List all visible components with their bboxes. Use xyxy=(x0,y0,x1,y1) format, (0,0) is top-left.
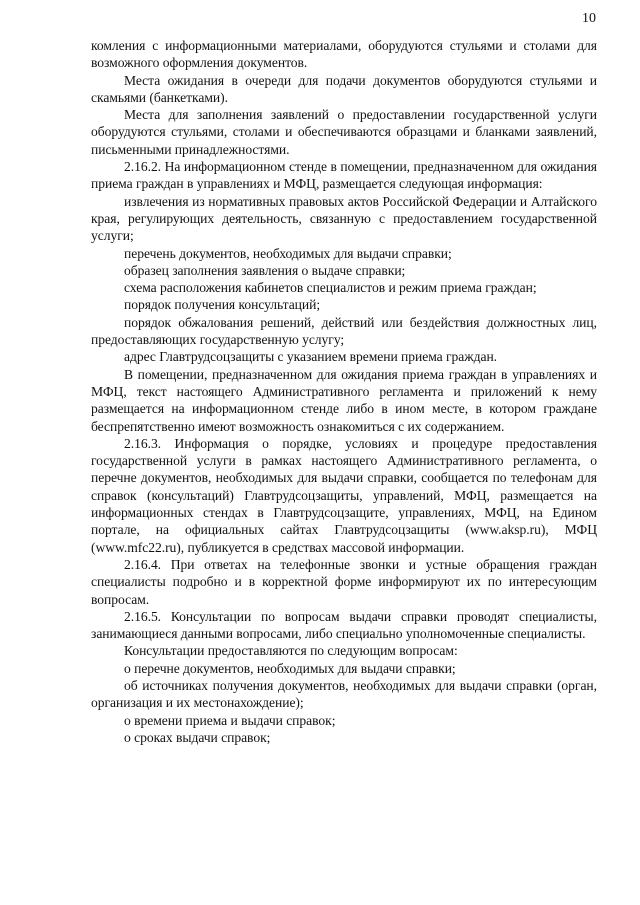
list-item: об источниках получения документов, необходимых для выдачи справки (орган, организация и их местонахождение); xyxy=(91,677,597,711)
paragraph: Места ожидания в очереди для подачи документов оборудуются стульями и скамьями (банкетками). xyxy=(91,72,597,105)
section-paragraph-2-16-2: 2.16.2. На информационном стенде в помещении, предназначенном для ожидания приема граждан в управлениях и МФЦ, размещается следующая информация: xyxy=(91,159,597,192)
list-item: о перечне документов, необходимых для выдачи справки; xyxy=(124,660,456,676)
list-item: схема расположения кабинетов специалистов и режим приема граждан; xyxy=(124,280,537,296)
paragraph: Консультации предоставляются по следующим вопросам: xyxy=(124,643,458,659)
list-item: извлечения из нормативных правовых актов Российской Федерации и Алтайского края, регулирующих деятельность, связанную с предоставлением государственной услуги; xyxy=(91,193,597,244)
document-body xyxy=(91,37,597,746)
paragraph: В помещении, предназначенном для ожидания приема граждан в управлениях и МФЦ, текст настоящего Административного регламента и приложений к нему размещается на информационном стенде либо в ином месте, в котором граждане беспрепятственно имеют возможность ознакомиться с их содержанием. xyxy=(91,366,597,434)
list-item: порядок обжалования решений, действий или бездействия должностных лиц, предоставляющих государственную услугу; xyxy=(91,314,597,348)
list-item: адрес Главтрудсоцзащиты с указанием времени приема граждан. xyxy=(124,349,498,365)
section-paragraph-2-16-4: 2.16.4. При ответах на телефонные звонки и устные обращения граждан специалисты подробно и в корректной форме информируют их по интересующим вопросам. xyxy=(91,556,597,607)
section-paragraph-2-16-5: 2.16.5. Консультации по вопросам выдачи справки проводят специалисты, занимающиеся данными вопросами, либо специально уполномоченные специалисты. xyxy=(91,608,597,642)
list-item: о времени приема и выдачи справок; xyxy=(124,712,336,728)
list-item: о сроках выдачи справок; xyxy=(124,729,271,745)
list-item: перечень документов, необходимых для выдачи справки; xyxy=(124,245,452,261)
paragraph: комления с информационными материалами, оборудуются стульями и столами для возможного оформления документов. xyxy=(91,38,597,71)
list-item: образец заполнения заявления о выдаче справки; xyxy=(124,262,406,278)
page-number: 10 xyxy=(582,11,596,26)
list-item: порядок получения консультаций; xyxy=(124,297,321,313)
paragraph: Места для заполнения заявлений о предоставлении государственной услуги оборудуются стульями, столами и обеспечиваются образцами и бланками заявлений, письменными принадлежностями. xyxy=(91,107,597,157)
section-paragraph-2-16-3: 2.16.3. Информация о порядке, условиях и процедуре предоставления государственной услуги в рамках настоящего Административного регламента, о перечне документов, необходимых для выдачи справки, сообщается по телефонам для справок (консультаций) Главтрудсоцзащиты, управлений, МФЦ, размещается на информационных стендах в Главтрудсоцзащите, управлениях, МФЦ, на Едином портале, на официальных сайтах Главтрудсоцзащиты (www.aksp.ru), МФЦ (www.mfc22.ru), публикуется в средствах массовой информации. xyxy=(91,435,597,555)
